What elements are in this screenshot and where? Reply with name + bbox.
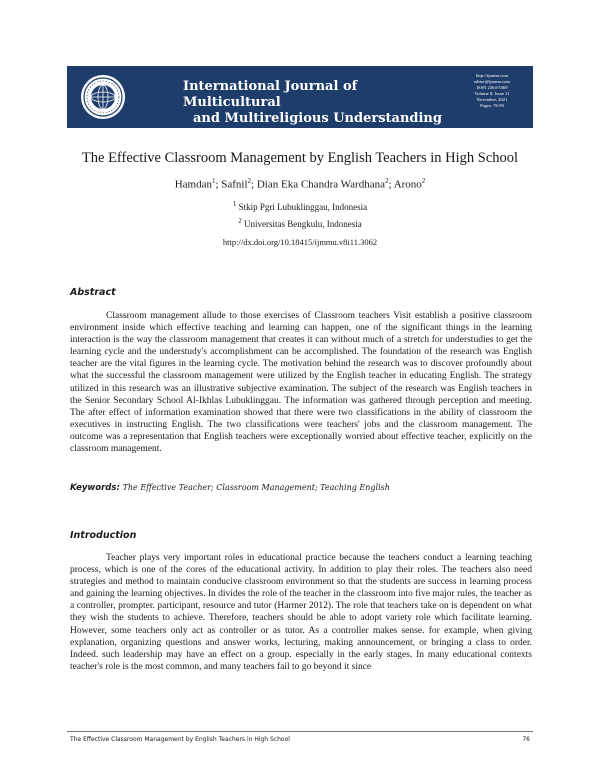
author-separator: ;	[388, 178, 394, 191]
author-name: Hamdan	[174, 178, 212, 191]
author-affiliation-mark: 2	[384, 177, 389, 185]
author-name: Dian Eka Chandra Wardhana	[256, 178, 385, 191]
journal-email[interactable]: editor@ijmmu.com	[474, 79, 510, 84]
journal-logo-icon	[80, 74, 126, 120]
author-list	[40, 177, 560, 191]
author-separator: ;	[215, 178, 222, 191]
introduction-heading: Introduction	[70, 530, 137, 541]
affiliation-text: Universitas Bengkulu, Indonesia	[244, 219, 362, 229]
footer-divider	[67, 731, 533, 732]
affiliation-1	[40, 200, 560, 212]
affiliation-2	[40, 217, 560, 229]
affiliation-mark: 2	[238, 217, 242, 225]
keywords-values: The Effective Teacher; Classroom Management; Teaching English	[122, 483, 390, 492]
author-separator: ;	[251, 178, 257, 191]
journal-volume: Volume 8, Issue 11	[474, 91, 510, 96]
abstract-heading: Abstract	[70, 287, 116, 298]
journal-url[interactable]: http://ijmmu.com	[475, 73, 509, 78]
author-affiliation-mark: 2	[421, 177, 426, 185]
introduction-text: Teacher plays very important roles in educational practice because the teachers conduct a learning teaching process, which is one of the cores of the educational activity. In addition to play their roles. The teachers also need strategies and method to maintain conducive classroom environment so that the students are success in learning process and gaining the learning objectives. In divides the role of the teacher in the classroom into five major rules, the teacher as a controller, prompter. participant, resource and tutor (Harmer 2012). The role that teachers take on is dependent on what they wish the students to achieve. Therefore, teachers should be able to adopt variety role which facilitate learning. However, some teachers only act as controller or as tutor. As a controller makes sense. for example, when giving explanation, organizing questions and answer works, lecturing, making announcement, or bringing a class to order. Indeed. such leadership may have an effect on a group. especially in the early stages. In many educational contexts teacher's role is the most common, and many teachers fail to go beyond it since	[70, 553, 532, 672]
journal-issn: ISSN 2364-5369	[476, 85, 508, 90]
paper-title: The Effective Classroom Management by English Teachers in High School	[81, 150, 519, 166]
author-affiliation-mark: 2	[247, 177, 252, 185]
author-name: Safnil	[221, 178, 248, 191]
journal-pages: Pages: 76-83	[480, 103, 504, 108]
journal-title	[183, 79, 458, 127]
footer-running-title: The Effective Classroom Management by English Teachers in High School	[70, 736, 290, 743]
journal-banner	[67, 66, 533, 128]
journal-title-line1: International Journal of Multicultural	[183, 79, 358, 110]
journal-meta	[461, 73, 523, 109]
journal-title-line2: and Multireligious Understanding	[193, 111, 442, 126]
keywords-label: Keywords:	[70, 483, 120, 493]
author-affiliation-mark: 1	[211, 177, 216, 185]
footer-page-number: 76	[522, 736, 530, 743]
affiliation-text: Stkip Pgri Lubuklinggau, Indonesia	[238, 202, 368, 212]
keywords	[70, 483, 532, 493]
abstract-text: Classroom management allude to those exercises of Classroom teachers Visit establish a positive classroom environment inside which effective teaching and learning can happen, one of the significant things in the learning interaction is the way the classroom management that creates it can without much of a stretch for understudies to get the learning cycle and the understudy's accomplishment can be accomplished. The foundation of the research was English teacher are the vital figures in the learning cycle. The motivation behind the research was to discover profoundly about what the successful the classroom management were utilized by the English teacher in educating English. The strategy utilized in this research was an illustrative subjective examination. The subject of the research was English teachers in the Senior Secondary School Al-Ikhlas Lubuklinggau. The information was gathered through perception and meeting. The after effect of information examination showed that there were two classifications in the ability of classroom the executives in instructing English. The two classifications were teachers' jobs and the classroom management. The outcome was a representation that English teachers were exceptionally worried about effective teacher, explicitly on the classroom management.	[70, 311, 532, 455]
author-name: Arono	[393, 178, 422, 191]
journal-date: November, 2021	[476, 97, 508, 102]
affiliation-mark: 1	[232, 200, 237, 208]
doi-link[interactable]: http://dx.doi.org/10.18415/ijmmu.v8i11.3062	[222, 237, 378, 247]
